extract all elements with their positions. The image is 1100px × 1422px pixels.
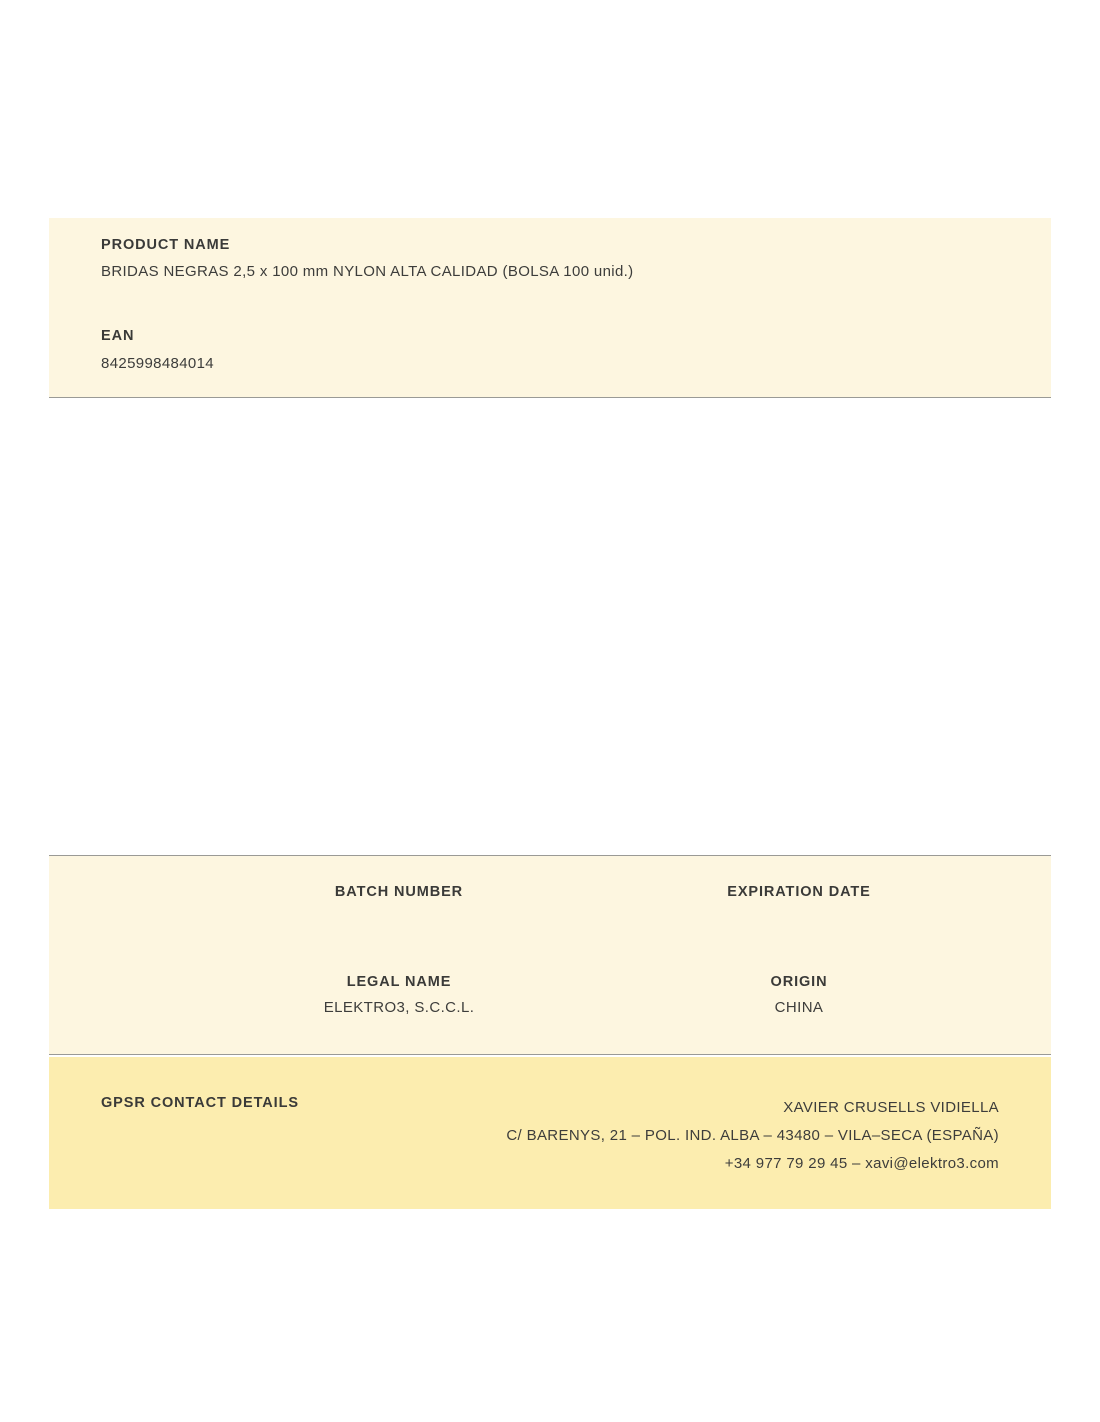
- ean-value: 8425998484014: [101, 355, 214, 372]
- batch-info-section: [49, 855, 1051, 1055]
- gpsr-contact-details: [506, 1094, 999, 1178]
- gpsr-contact-label: GPSR CONTACT DETAILS: [101, 1095, 299, 1111]
- batch-number-value: [234, 909, 564, 927]
- origin-cell: [634, 974, 964, 1017]
- gpsr-contact-phone-email: +34 977 79 29 45 – xavi@elektro3.com: [724, 1155, 999, 1172]
- product-name-value: BRIDAS NEGRAS 2,5 x 100 mm NYLON ALTA CALIDAD (BOLSA 100 unid.): [101, 263, 634, 280]
- origin-value: CHINA: [774, 999, 824, 1016]
- expiration-date-label: EXPIRATION DATE: [727, 884, 871, 900]
- legal-name-cell: [234, 974, 564, 1017]
- ean-label: EAN: [101, 328, 135, 344]
- product-info-section: [49, 218, 1051, 398]
- gpsr-contact-address: C/ BARENYS, 21 – POL. IND. ALBA – 43480 – VILA–SECA (ESPAÑA): [506, 1127, 999, 1144]
- legal-name-label: LEGAL NAME: [346, 974, 452, 990]
- expiration-date-value: [634, 909, 964, 927]
- origin-label: ORIGIN: [770, 974, 828, 990]
- gpsr-contact-name: XAVIER CRUSELLS VIDIELLA: [783, 1099, 999, 1116]
- expiration-date-cell: [634, 884, 964, 927]
- product-name-label: PRODUCT NAME: [101, 237, 231, 253]
- batch-number-label: BATCH NUMBER: [334, 884, 464, 900]
- legal-name-value: ELEKTRO3, S.C.C.L.: [323, 999, 475, 1016]
- gpsr-contact-section: [49, 1057, 1051, 1209]
- batch-number-cell: [234, 884, 564, 927]
